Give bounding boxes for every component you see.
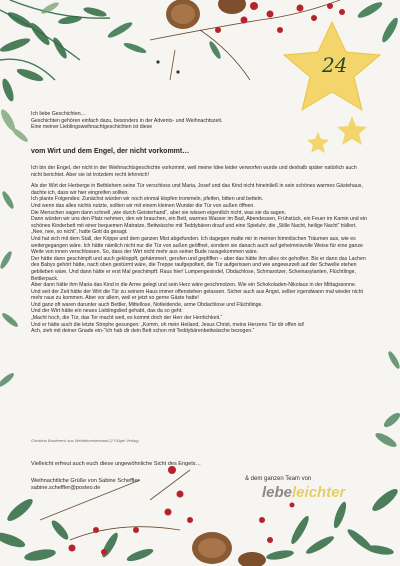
story-title: vom Wirt und dem Engel, der nicht vorkommt… [31, 148, 190, 155]
greeting-line: Weihnachtliche Grüße von Sabine Scheffler [31, 478, 140, 484]
story-body [31, 165, 367, 340]
greeting [31, 478, 139, 493]
intro-line: Ich liebe Geschichten… [31, 111, 86, 117]
berry-icon [259, 503, 295, 544]
story-paragraph: Als der Wirt der Herberge in Bethlehem seine Tür verschloss und Maria, Josef und das Kind nicht hineinließ in sein schönes warmes Gästehaus, dachte ich, dass wir hier eingreifen sollten. Ich plante Folgendes: Zunächst würden wir noch einmal klopfen trommeln, pfeifen, bitten und betteln. Und wenn das alles nichts nutzte, sollten wir mit einem kleinen Wunder die Tür von außen öffnen. Die Menschen sagen dann schnell „wie durch Geisterhand“, aber sie wissen eigentlich nicht, was sie da sagen. Dann würden wir uns den Platz nehmen, den wir brauchen, ein Bett, warmes Wasser im Bad, Abendessen, Frühstück, ein Feuer im Kamin und ein schönes Kinderbett mit einer bequemen Matratze, Bettwäsche mit Teddybären drauf und eine Spieluhr, die „Stille Nacht, heilige Nacht“ trällert. „Nee, nee, so nicht“, hatte Gott da gesagt. Und hat sich mit dem Stall, der Krippe und dem ganzen Mist abgefunden. Ich dagegen malte mir in meinen himmlischen Träumen aus, wie es weitergegangen wäre. Ich hätte nämlich nicht nur die Tür von außen geöffnet, sondern sie danach auch auf geheimnisvolle Weise für eine ganze Weile von innen verschlossen. So, dass der Wirt nicht mehr aus seiner Bude rausgekommen wäre. Der hätte dann geschimpft und auch gekloppft, gehämmert, gerufen und gepfiffen – aber das hätte ihm alles nix geholfen. Bis er dann das Lachen des Babys gehört hätte, nach oben gestürmt wäre, die Treppe raufgepoltert, die Tür aufgerissen und wie angewurzelt auf der Schwelle stehen geblieben wäre. Und dann hätte er erst Mal geschimpft: Raus hier! Lumpengesindel, Obdachlose, Schmarotzer, Scheinasylanten, Flüchtlinge, Bettlerpack. Aber dann hätte ihm Maria das Kind in die Arme gelegt und sein Herz wäre geschmolzen. Wie ein Schokoladen-Nikolaus in der Mittagssonne. Und seit der Zeit hätte der Wirt die Tür zu seinem Haus immer offenstehen gelassen. Sicher auch aus Angst, selber irgendwann mal wieder nicht mehr raus zu kommen. Aber vor allem, weil er jetzt so gerne Gäste hatte! Und ganz oft waren darunter auch Bettler, Mittellose, Notleidende, arme Obdachlose und Flüchtlinge. Und der Wirt hätte ein neues Lieblingslied gehabt, das da so geht: „Macht hoch, die Tür, das Tor macht weit, es kommt doch der Herr der Herrlichkeit.“ Und er hätte auch die letzte Strophe gesungen: „Komm, oh mein Heiland, Jesus Christ, meins Herzens Tür dir offen ist! Ach, zieh mit deiner Gnade ein-“Ich hab dir dein Bett schon mit Teddybärenbettwäsche bezogen.“ [31, 183, 368, 335]
closing-line: Vielleicht erfreut auch euch diese ungewöhnliche Sicht des Engels… [31, 461, 201, 467]
email-address[interactable]: sabine.scheffler@posteo.de [31, 485, 101, 492]
brand-logo: lebeleichter [262, 484, 346, 501]
team-line: & dem ganzen Team von [245, 476, 312, 482]
intro [31, 111, 367, 131]
intro-line: Geschichten gehören einfach dazu, besonders in der Advents- und Weihnachtszeit. [31, 117, 223, 124]
star-number: 24 [322, 53, 348, 77]
intro-line: Eine meiner Lieblingsweihnachtgeschichten ist diese [31, 124, 153, 131]
pine-cone-icon [192, 532, 266, 566]
source-credit: Christina Brudereck aus Weltfahrenbestand (2 Flügel Verlag) [31, 438, 139, 443]
star-icon [307, 132, 329, 153]
story-paragraph: Ich bin der Engel, der nicht in der Weihnachtsgeschichte vorkommt, weil meine Idee leider verworfen wurde und deshalb später natürlich auch nicht berichtet. Aber sie ist trotzdem recht lehrreich! [31, 165, 357, 178]
